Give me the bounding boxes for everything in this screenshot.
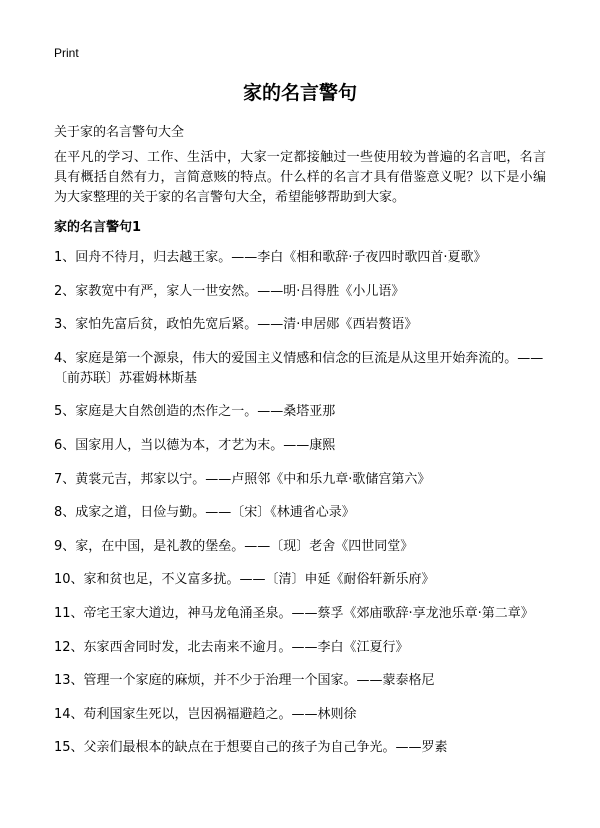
print-link[interactable]: Print — [54, 46, 79, 60]
quote-item: 7、黄裳元吉，邦家以宁。——卢照邻《中和乐九章·歌储宫第六》 — [54, 471, 431, 487]
quote-item: 2、家教宽中有严，家人一世安然。——明·吕得胜《小儿语》 — [54, 283, 405, 299]
quote-list — [54, 248, 552, 772]
intro-paragraph: 在平凡的学习、工作、生活中，大家一定都接触过一些使用较为普遍的名言吧，名言具有概括自然有力，言简意赅的特点。什么样的名言才具有借鉴意义呢？以下是小编为大家整理的关于家的名言警句大全，希望能够帮助到大家。 — [54, 150, 546, 205]
quote-item: 10、家和贫也足，不义富多扰。——〔清〕申延《耐俗轩新乐府》 — [54, 572, 435, 588]
quote-item: 9、家，在中国，是礼教的堡垒。——〔现〕老舍《四世同堂》 — [54, 538, 414, 554]
quote-item: 12、东家西舍同时发，北去南来不逾月。——李白《江夏行》 — [54, 639, 409, 655]
quote-item: 11、帝宅王家大道边，神马龙龟涌圣泉。——蔡孚《郊庙歌辞·享龙池乐章·第二章》 — [54, 605, 534, 621]
article-subtitle: 关于家的名言警句大全 — [54, 125, 185, 140]
quote-item: 1、回舟不待月，归去越王家。——李白《相和歌辞·子夜四时歌四首·夏歌》 — [54, 250, 487, 265]
section-heading: 家的名言警句1 — [54, 220, 142, 235]
quote-item: 13、管理一个家庭的麻烦，并不少于治理一个国家。——蒙泰格尼 — [54, 673, 435, 689]
quote-item: 8、成家之道，日俭与勤。——〔宋〕《林逋省心录》 — [54, 505, 355, 521]
quote-item: 6、国家用人，当以德为本，才艺为末。——康熙 — [54, 437, 336, 453]
quote-item: 14、苟利国家生死以，岂因祸福避趋之。——林则徐 — [54, 706, 357, 722]
quote-item: 3、家怕先富后贫，政怕先宽后紧。——清·申居郧《西岩赘语》 — [54, 317, 418, 333]
quote-item: 4、家庭是第一个源泉，伟大的爱国主义情感和信念的巨流是从这里开始奔流的。——〔前苏联〕苏霍姆林斯基 — [54, 350, 544, 386]
page-title: 家的名言警句 — [242, 82, 357, 104]
quote-item: 5、家庭是大自然创造的杰作之一。——桑塔亚那 — [54, 404, 336, 420]
quote-item: 15、父亲们最根本的缺点在于想要自己的孩子为自己争光。——罗素 — [54, 740, 448, 756]
